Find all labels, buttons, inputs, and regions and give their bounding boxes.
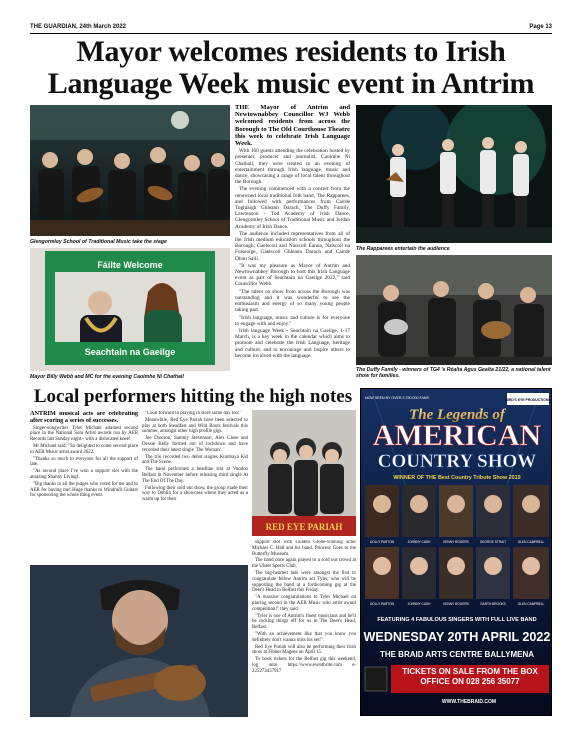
- ad-venue: THE BRAID ARTS CENTRE BALLYMENA: [379, 650, 535, 659]
- col1-p1: Singer-songwriter Tyler Michael attained second place in the National Solo Artist awards run by AER Records last Sunday night - with a dislocated knee!: [30, 425, 138, 443]
- ad-name-4: GEORGE STRAIT: [479, 540, 507, 544]
- second-headline: Local performers hitting the high notes: [33, 386, 353, 407]
- col1-p5: "Big thanks to all the judges who voted for me and to AER for having me! Huge thanks to Windmill Guitars for sponsoring the whole thing event.: [30, 481, 138, 499]
- main-article-p6: "Irish language, music and culture is for everyone to engage with and enjoy.": [235, 314, 350, 327]
- ad-name-6: DOLLY PARTON: [370, 602, 394, 606]
- frame-text-top: Fáilte Welcome: [97, 260, 163, 270]
- col3-p5: "With an achievement like that you know you definitely don't wanna miss his set!": [252, 631, 356, 643]
- col3-p0: support slot with Golden Globe-winning actor Michael C. Hall and his band, Princess Goes to the Butterfly Museum.: [252, 540, 356, 557]
- photo-mayor-and-mc: [30, 248, 230, 371]
- page-header: [30, 24, 552, 34]
- main-article-p4: "It was my pleasure as Mayor of Antrim and Newtownabbey Borough to host this Irish Language event as part of Seachtain na Gaeilge 2022," said Councillor Webb.: [235, 262, 350, 288]
- main-article-p2: The evening commenced with a concert from the renowned local traditional folk band, The Rapparees, and followed with performances from Cairde Toghlaigh Ghleann Darach, The Duffy Family, Lawrenson - Tod Academy of Irish Dance, Glengormley School of Traditional Music and Jordan Academy of Irish Dance.: [235, 186, 350, 230]
- photo-duffy-family: [356, 255, 552, 365]
- main-article-p3: The audience included representatives from all of the Irish medium education schools throughout the Borough; Gaelscoil and Naíscoil Éanna, Naíscoil na Fuiseoige, Gaelscoil Ghleann Darach and Cairde Dhun Sailí.: [235, 230, 350, 262]
- caption-glengormley: Glengormley School of Traditional Music take the stage: [30, 239, 167, 245]
- main-article-lead: THE Mayor of Antrim and Newtownabbey Councillor WJ Webb welcomed residents from across the Borough to The Old Courthouse Theatre this week to celebrate Irish Language Week.: [235, 104, 350, 148]
- photo-tyler-michael: [30, 565, 248, 717]
- main-headline: Mayor welcomes residents to Irish Language Week music event in Antrim: [47, 35, 535, 100]
- ad-website: WWW.THEBRAID.COM: [441, 699, 497, 705]
- frame-text-bottom: Seachtain na Gaeilge: [84, 347, 176, 357]
- main-article-p1: With 160 guests attending the celebration hosted by presenter, producer and journalist, Caoimhe Ní Chathail, they were treated to an evening of entertainment through Irish language, music and dance, showcasing a range of local talent throughout the Borough.: [235, 148, 350, 186]
- second-article-col2: [142, 411, 248, 559]
- main-article-p5: "The talent on show from across the Borough was outstanding and it was wonderful to see the enthusiasm and energy of so many young people taking part.: [235, 288, 350, 314]
- col3-p4: "Tyler is one of Antrim's finest musicians and he'll be rocking things off for us in The Deer's Head, Belfast.: [252, 613, 356, 631]
- ad-name-10: GLEN CAMPBELL: [517, 602, 545, 606]
- ad-date: WEDNESDAY 20TH APRIL 2022: [363, 630, 551, 644]
- col3-p2: The big-hearted lads were amongst the first to congratulate fellow Antrim act Tyler, who will be supporting the band at a forthcoming gig at the Deer's Head in Belfast this Friday.: [252, 570, 356, 594]
- ad-featuring: FEATURING 4 FABULOUS SINGERS WITH FULL LIVE BAND: [377, 617, 537, 623]
- caption-mayor: Mayor Billy Webb and MC for the evening Caoimhe Ní Chathail: [30, 374, 184, 380]
- main-article: [235, 104, 350, 380]
- ad-presents: NOW SEEN BY OVER 2,750,000 FANS: [365, 396, 429, 400]
- ad-name-7: JOHNNY CASH: [407, 602, 431, 606]
- photo-glengormley-musicians: [30, 105, 230, 236]
- col2-p4: The band performed a headline slot at Voodoo Belfast in November before releasing third single At The End Of The Day.: [142, 467, 248, 484]
- ad-name-5: GLEN CAMPBELL: [517, 540, 545, 544]
- ad-name-3: KENNY ROGERS: [443, 540, 469, 544]
- col3-p6: Red Eye Pariah will also be performing their Irish show at Fibber Magees on April 15.: [252, 644, 356, 656]
- col2-p1: Meanwhile, Red Eye Pariah have been selected to play at both Steadfast and Wild Roots festivals this summer, amongst other high profile gigs.: [142, 417, 248, 435]
- advert-american-country-show: [360, 388, 552, 716]
- caption-rapparees: The Rapparees entertain the audience: [356, 246, 450, 252]
- second-article-col3: [252, 540, 356, 710]
- ad-winner: WINNER OF THE Best Country Tribute Show 2019: [393, 475, 521, 481]
- col1-lead: ANTRIM musical acts are celebrating after scoring a series of successes.: [30, 411, 138, 424]
- ad-tickets: TICKETS ON SALE FROM THE BOX OFFICE ON 028 256 35077: [402, 667, 538, 686]
- col3-p1: The band once again played to a sold out crowd at the Ulster Sports Club.: [252, 558, 356, 570]
- ad-american: AMERICAN: [372, 419, 542, 452]
- col3-p3: "A massive congratulations to Tyler Michael on placing second in the AER Music solo artist award competition!" they said.: [252, 595, 356, 612]
- paper-date: THE GUARDIAN, 24th March 2022: [30, 24, 127, 30]
- ad-name-9: GARTH BROOKS: [480, 602, 506, 606]
- caption-duffy: The Duffy Family - winners of TG4 's Réalta Agus Gealta 21/22, a national talent show for families.: [356, 367, 551, 379]
- col1-p4: "As second place I've won a support slot with the amazing Shanny Livingf.: [30, 469, 138, 480]
- ad-performers-row2: [365, 547, 549, 599]
- ad-the-legends: The Legends of: [409, 407, 505, 423]
- ad-performers-row1: [365, 485, 549, 537]
- ad-name-1: DOLLY PARTON: [370, 540, 394, 544]
- ad-name-8: KENNY ROGERS: [443, 602, 469, 606]
- col2-p2: Joe Dawson, Sammy Stevenson, Alex Close and Dessie Kelly formed out of lockdown and have recorded their latest single 'The Woman'.: [142, 436, 248, 453]
- band-banner-text: RED EYE PARIAH: [265, 522, 343, 532]
- photo-red-eye-pariah: [252, 410, 356, 536]
- col3-p7: To book tickets for the Belfast gig this weekend, log onto https://www.eventbrite.com e-225273437917: [252, 657, 356, 674]
- main-article-p7: Irish language Week - Seachtain na Gaeilge, 1-17 March, is a key week in the calendar which aims to promote and celebrate the Irish Language, heritage and culture, and to encourage and inspire others to become involved with the language.: [235, 327, 350, 359]
- col2-p3: The trio recorded two debut singles Kumbaya Kid and The Scene.: [142, 454, 248, 466]
- ad-logo: BIRD'S EYE PRODUCTIONS: [505, 398, 551, 402]
- col1-p3: "Thanks so much to everyone for all the support of late.: [30, 456, 138, 468]
- photo-rapparees: [356, 105, 552, 243]
- page-number: Page 13: [529, 24, 552, 30]
- col2-p0: "Look forward to playing in store some day too!": [145, 411, 242, 416]
- ad-name-2: JOHNNY CASH: [407, 540, 431, 544]
- ad-country-show: COUNTRY SHOW: [377, 451, 537, 472]
- col2-p5: Following their sold out show, the group made their way to Dublin for a showcase where they acted as a warm up for their: [142, 485, 248, 503]
- col1-p2: Mr Michael said: "So delighted to come second place in AER Music artist award 2022.: [30, 443, 138, 455]
- second-article-col1: [30, 411, 138, 559]
